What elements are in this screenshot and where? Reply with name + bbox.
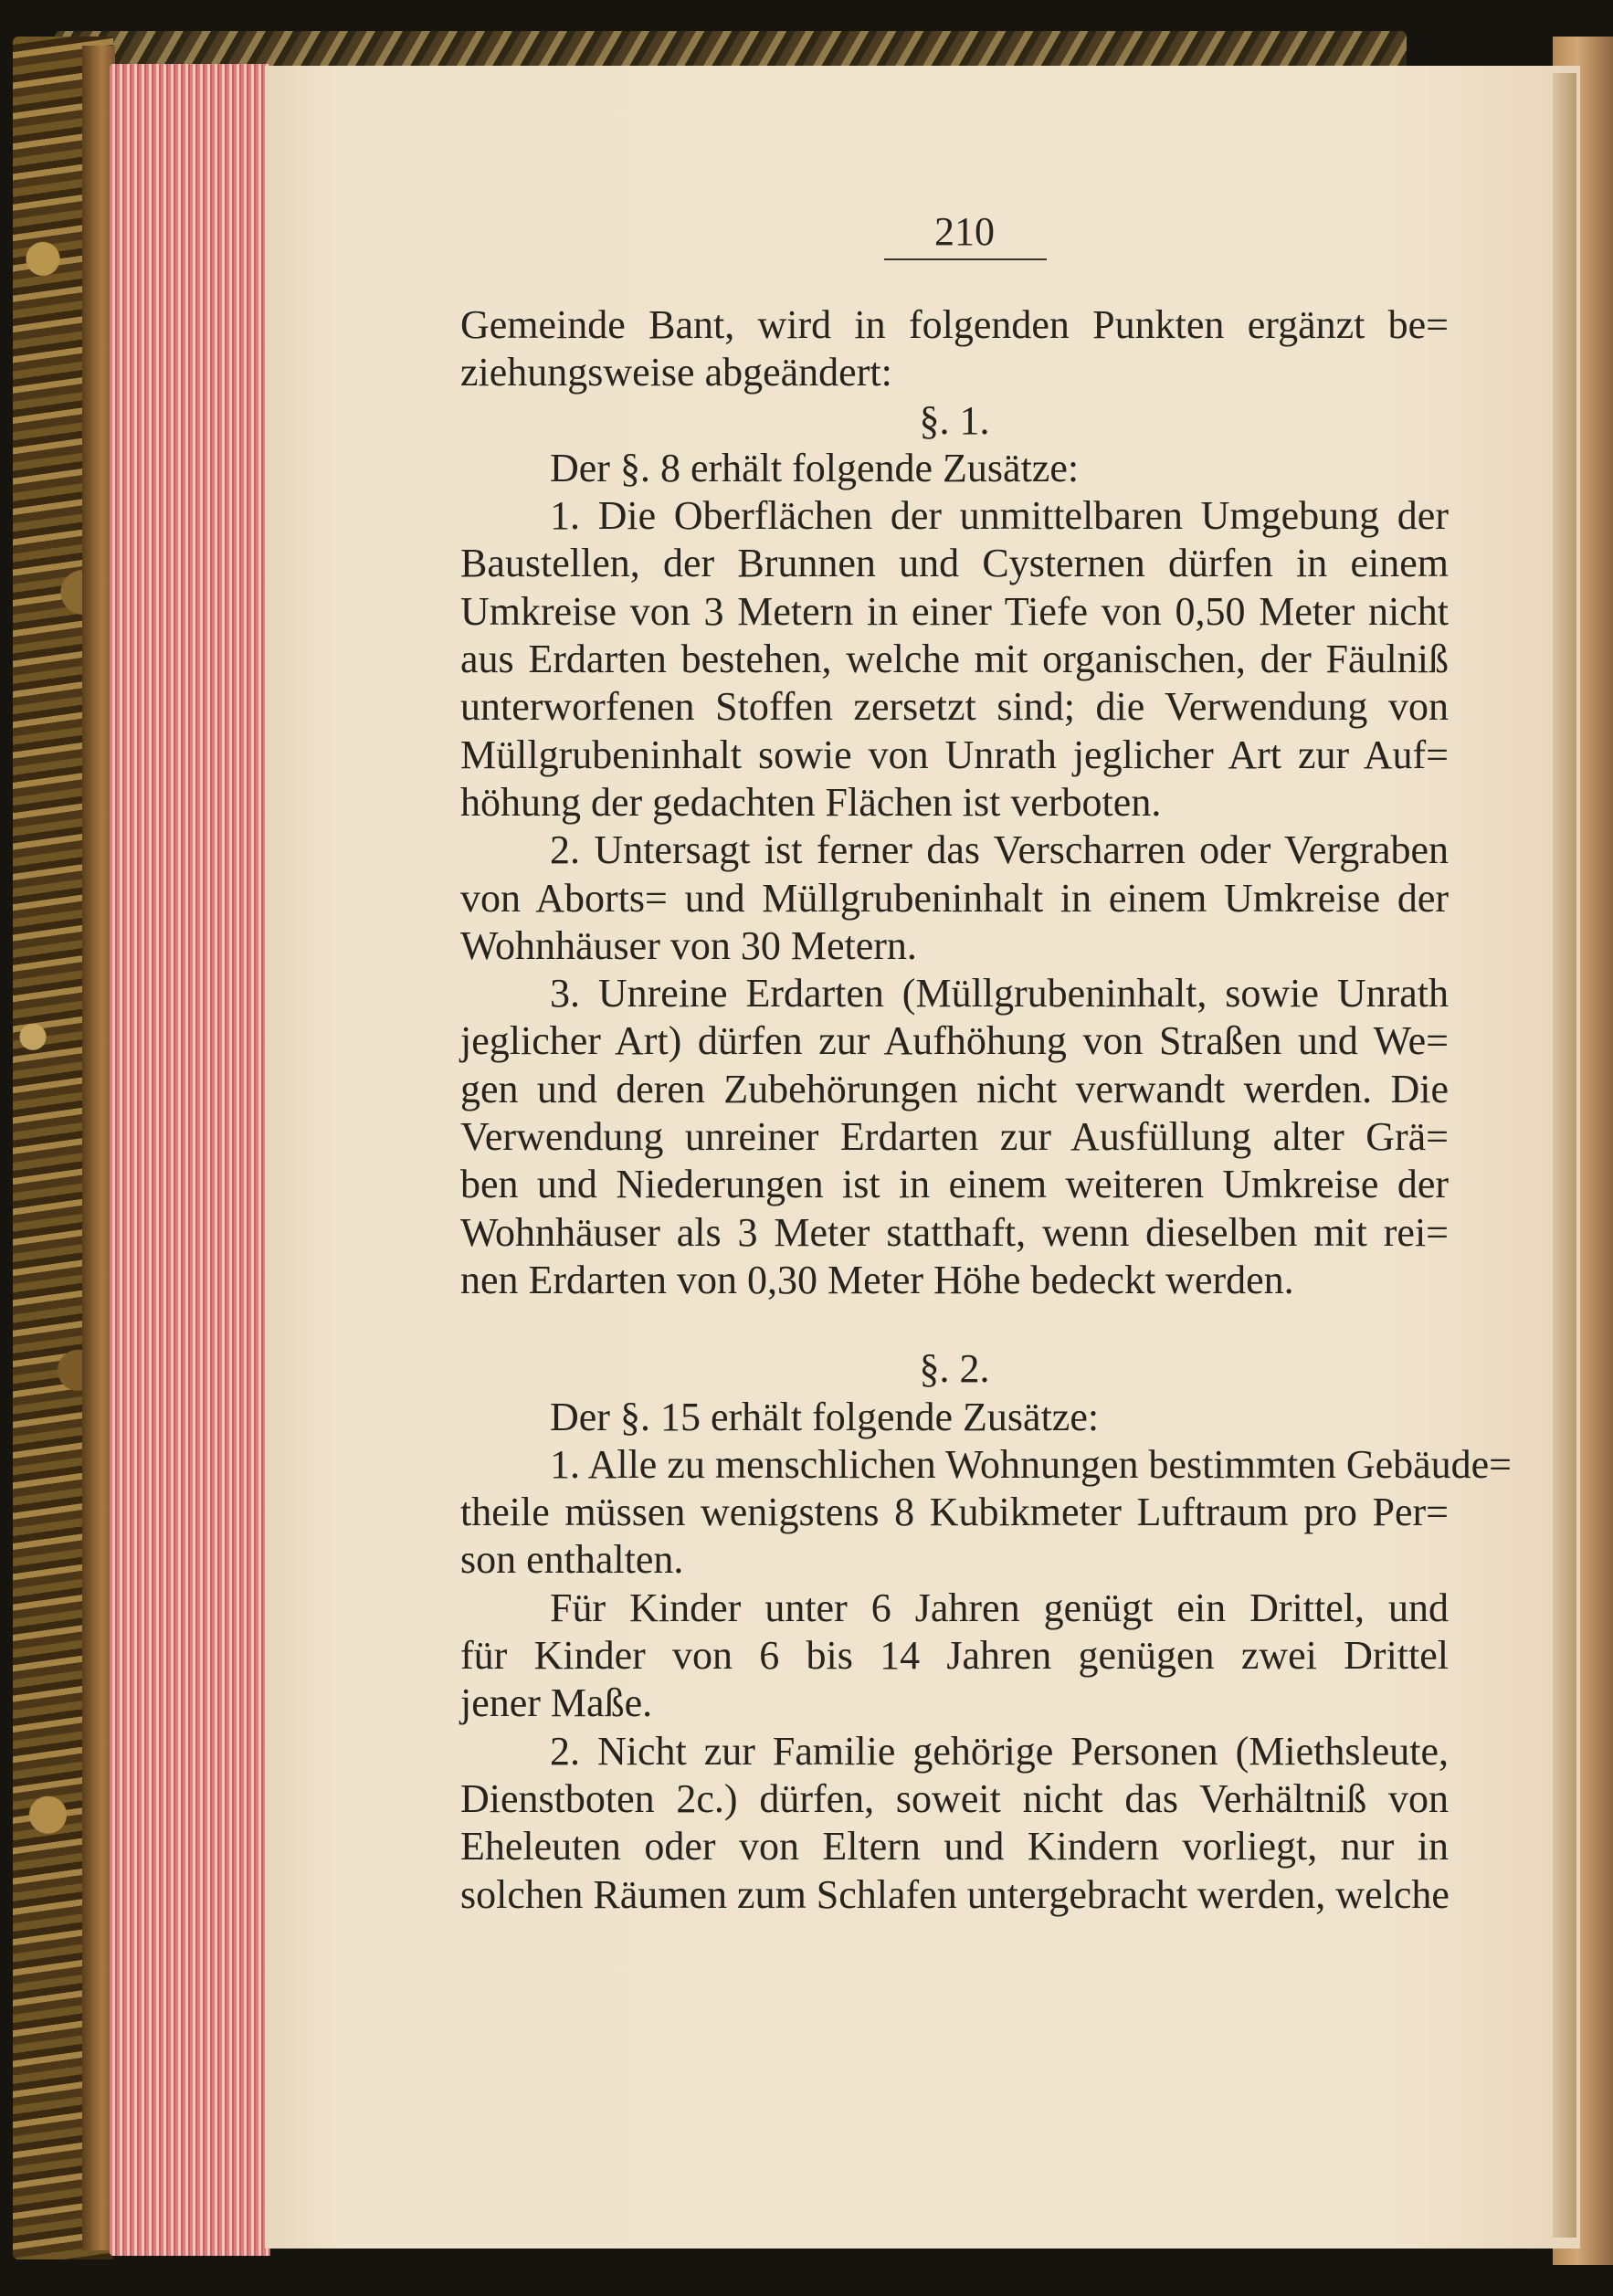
text-line: 1. Die Oberflächen der unmittelbaren Umgebung der xyxy=(550,493,1449,539)
text-line: Baustellen, der Brunnen und Cysternen dürfen in einem xyxy=(460,541,1449,586)
text-line: Eheleuten oder von Eltern und Kindern vorliegt, nur in xyxy=(460,1824,1449,1869)
section-heading: §. 1. xyxy=(919,397,990,443)
text-line: jener Maße. xyxy=(460,1680,653,1726)
text-line: son enthalten. xyxy=(460,1537,684,1583)
text-line: Müllgrubeninhalt sowie von Unrath jeglicher Art zur Auf= xyxy=(460,732,1449,777)
text-line: jeglicher Art) dürfen zur Aufhöhung von Straßen und We= xyxy=(460,1018,1449,1064)
text-line: 2. Untersagt ist ferner das Verscharren oder Vergraben xyxy=(550,827,1449,873)
text-line: von Aborts= und Müllgrubeninhalt in einem Umkreise der xyxy=(460,875,1449,921)
page-edges xyxy=(110,64,270,2256)
text-line: solchen Räumen zum Schlafen untergebracht werden, welche xyxy=(460,1871,1450,1917)
page-gutter xyxy=(1553,73,1576,2238)
text-line: 2. Nicht zur Familie gehörige Personen (Miethsleute, xyxy=(550,1728,1449,1774)
text-line: Dienstboten 2c.) dürfen, soweit nicht das Verhältniß von xyxy=(460,1775,1449,1821)
text-line: 3. Unreine Erdarten (Müllgrubeninhalt, sowie Unrath xyxy=(550,971,1449,1016)
text-line: höhung der gedachten Flächen ist verboten. xyxy=(460,779,1162,825)
text-line: Der §. 8 erhält folgende Zusätze: xyxy=(550,445,1080,490)
text-line: nen Erdarten von 0,30 Meter Höhe bedeckt werden. xyxy=(460,1257,1294,1302)
text-line: Umkreise von 3 Metern in einer Tiefe von 0,50 Meter nicht xyxy=(460,588,1449,634)
text-line: ziehungsweise abgeändert: xyxy=(460,350,892,395)
text-line: Für Kinder unter 6 Jahren genügt ein Drittel, und xyxy=(550,1585,1449,1630)
text-line: Wohnhäuser von 30 Metern. xyxy=(460,922,917,968)
text-line: aus Erdarten bestehen, welche mit organischen, der Fäulniß xyxy=(460,637,1449,682)
page-number: 210 xyxy=(934,209,995,254)
text-line: ben und Niederungen ist in einem weiteren Umkreise der xyxy=(460,1162,1449,1207)
page-number-rule xyxy=(884,258,1047,260)
section-gap xyxy=(460,1304,1449,1345)
page-text xyxy=(460,301,1512,1919)
text-line: Der §. 15 erhält folgende Zusätze: xyxy=(550,1394,1100,1439)
text-line: für Kinder von 6 bis 14 Jahren genügen zwei Drittel xyxy=(460,1633,1449,1679)
text-line: Wohnhäuser als 3 Meter statthaft, wenn dieselben mit rei= xyxy=(460,1209,1449,1255)
text-line: 1. Alle zu menschlichen Wohnungen bestimmten Gebäude= xyxy=(550,1441,1512,1487)
text-line: unterworfenen Stoffen zersetzt sind; die Verwendung von xyxy=(460,684,1449,730)
text-line: gen und deren Zubehörungen nicht verwandt werden. Die xyxy=(460,1066,1449,1111)
text-line: theile müssen wenigstens 8 Kubikmeter Luftraum pro Per= xyxy=(460,1490,1449,1535)
section-heading: §. 2. xyxy=(919,1346,990,1392)
text-line: Verwendung unreiner Erdarten zur Ausfüllung alter Grä= xyxy=(460,1114,1449,1160)
text-line: Gemeinde Bant, wird in folgenden Punkten ergänzt be= xyxy=(460,302,1449,347)
